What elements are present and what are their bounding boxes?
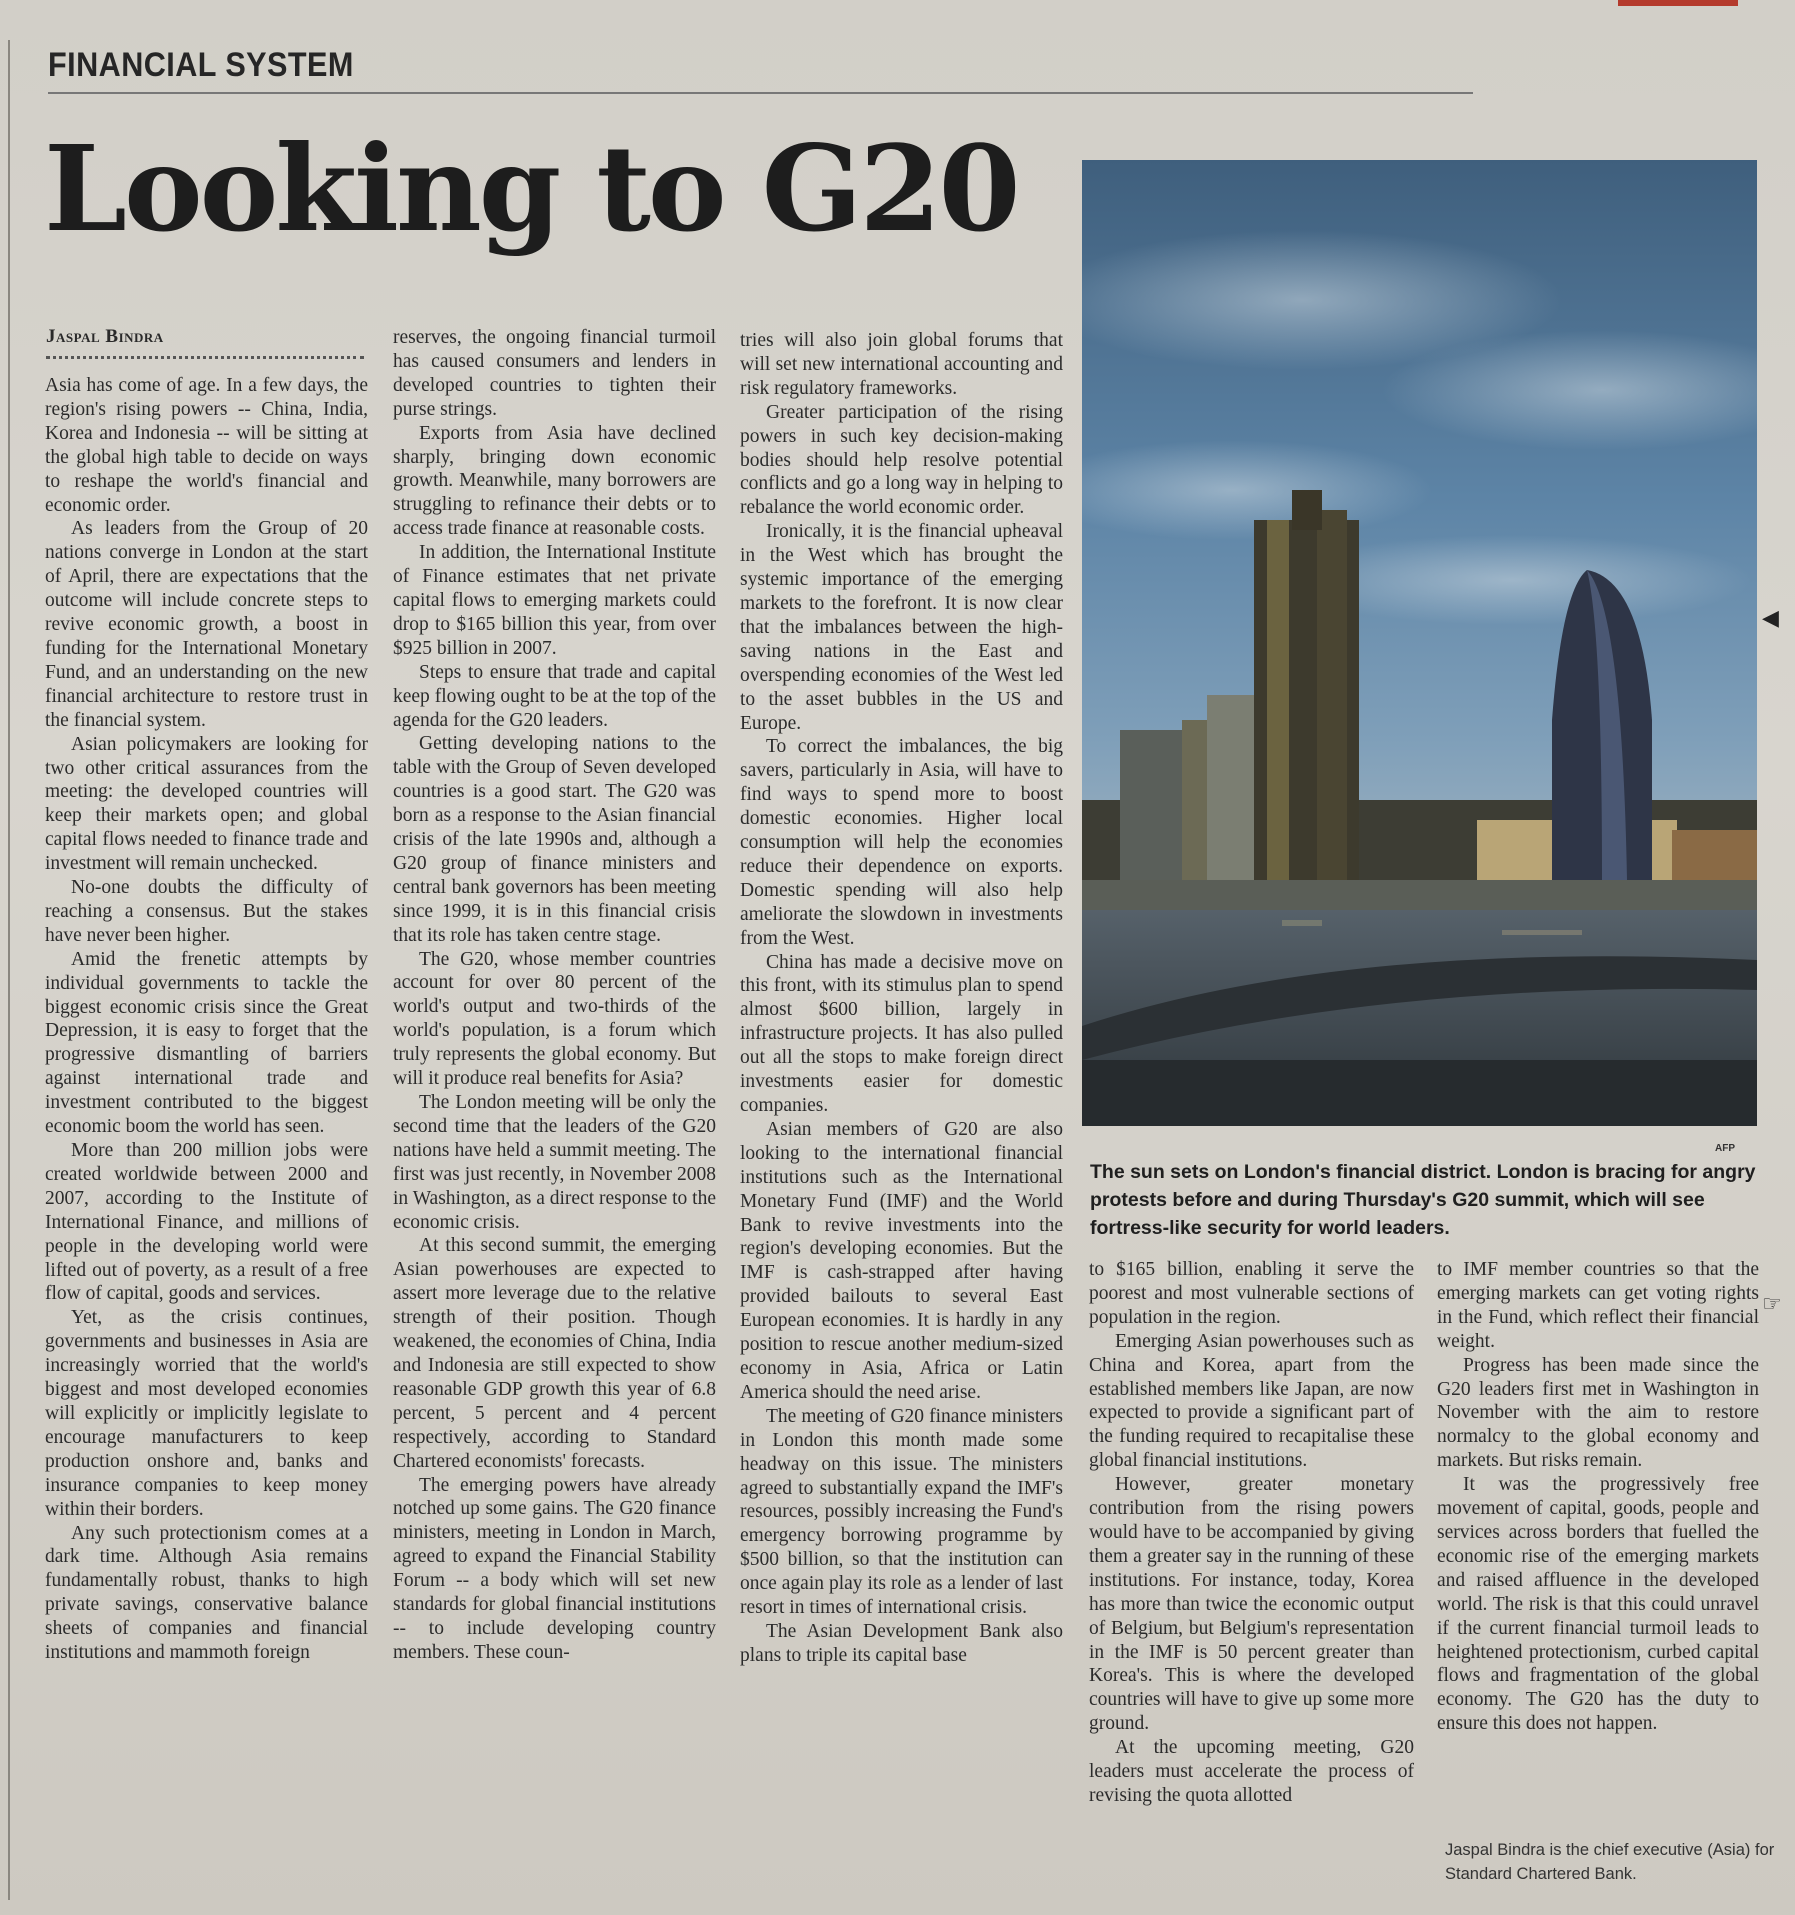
section-label: FINANCIAL SYSTEM: [48, 46, 354, 84]
margin-mark-arrow: ◀: [1762, 606, 1779, 631]
article-column-3: [740, 329, 1063, 1668]
paragraph: To correct the imbalances, the big savers, particularly in Asia, will have to find ways to spend more to boost domestic economies. Higher local consumption will help the economies reduce their dependence on exports. Domestic spending will also help ameliorate the slowdown in investments from the West.: [740, 736, 1063, 949]
paragraph: The Asian Development Bank also plans to triple its capital base: [740, 1620, 1063, 1666]
paragraph: Asia has come of age. In a few days, the region's rising powers -- China, India, Korea and Indonesia -- will be sitting at the global high table to decide on ways to reshape the world's financial and economic order.: [45, 375, 368, 516]
paragraph: The London meeting will be only the second time that the leaders of the G20 nations have held a summit meeting. The first was just recently, in November 2008 in Washington, as a direct response to the economic crisis.: [393, 1092, 716, 1233]
paragraph: The emerging powers have already notched up some gains. The G20 finance ministers, meeting in London in March, agreed to expand the Financial Stability Forum -- a body which will set new standards for global financial institutions -- to include developing country members. These coun-: [393, 1474, 716, 1663]
paragraph: The meeting of G20 finance ministers in London this month made some headway on this issue. The ministers agreed to substantially expand the IMF's resources, possibly increasing the Fund's emergency borrowing programme by $500 billion, so that the institution can once again play its role as a lender of last resort in times of international crisis.: [740, 1405, 1063, 1619]
paragraph: reserves, the ongoing financial turmoil has caused consumers and lenders in developed countries to tighten their purse strings.: [393, 327, 716, 420]
margin-mark-hand: ☞: [1762, 1292, 1782, 1317]
photo-caption: The sun sets on London's financial district. London is bracing for angry protests before and during Thursday's G20 summit, which will see fortress-like security for world leaders.: [1090, 1161, 1756, 1239]
paragraph: Greater participation of the rising powers in such key decision-making bodies should help resolve potential conflicts and go a long way in helping to rebalance the world economic order.: [740, 401, 1063, 519]
paragraph: Asian members of G20 are also looking to the international financial institutions such as the International Monetary Fund (IMF) and the World Bank to revive investments into the region's developing economies. But the IMF is cash-strapped after having provided bailouts to several East European economies. It is hardly in any position to rescue another medium-sized economy in Asia, Africa or Latin America should the need arise.: [740, 1118, 1063, 1403]
paragraph: Ironically, it is the financial upheaval in the West which has brought the systemic importance of the emerging markets to the forefront. It is now clear that the imbalances between the high-saving nations in the East and overspending economies of the West led to the asset bubbles in the US and Europe.: [740, 521, 1063, 734]
article-column-5: [1437, 1258, 1759, 1736]
paragraph: Exports from Asia have declined sharply, bringing down economic growth. Meanwhile, many borrowers are struggling to refinance their debts or to access trade finance at reasonable costs.: [393, 422, 716, 540]
top-color-bar: [1618, 0, 1738, 6]
paragraph: China has made a decisive move on this front, with its stimulus plan to spend almost $600 billion, largely in infrastructure projects. It has also pulled out all the stops to make foreign direct investments easier for domestic companies.: [740, 951, 1063, 1116]
section-rule: [48, 92, 1473, 94]
paragraph: Getting developing nations to the table with the Group of Seven developed countries is a good start. The G20 was born as a response to the Asian financial crisis of the late 1990s and, although a G20 group of finance ministers and central bank governors has been meeting since 1999, it is in this financial crisis that its role has taken centre stage.: [393, 733, 716, 946]
paragraph: As leaders from the Group of 20 nations converge in London at the start of April, there are expectations that the outcome will include concrete steps to revive economic growth, a boost in funding for the International Monetary Fund, and an understanding on the new financial architecture to restore trust in the financial system.: [45, 518, 368, 731]
paragraph: Any such protectionism comes at a dark time. Although Asia remains fundamentally robust, thanks to high private savings, conservative balance sheets of companies and financial institutions and mammoth foreign: [45, 1522, 368, 1664]
paragraph: Steps to ensure that trade and capital keep flowing ought to be at the top of the agenda for the G20 leaders.: [393, 661, 716, 731]
paragraph: More than 200 million jobs were created worldwide between 2000 and 2007, according to the Institute of International Finance, and millions of people in the developing world were lifted out of poverty, as a result of a free flow of capital, goods and services.: [45, 1140, 368, 1305]
page-fold-line: [8, 40, 10, 1900]
article-column-2: [393, 326, 716, 1665]
paragraph: Emerging Asian powerhouses such as China and Korea, apart from the established members like Japan, are now expected to provide a significant part of the funding required to recapitalise these global financial institutions.: [1089, 1330, 1414, 1472]
article-column-1: [45, 374, 368, 1665]
paragraph: The G20, whose member countries account for over 80 percent of the world's output and two-thirds of the world's population, is a forum which truly represents the global economy. But will it produce real benefits for Asia?: [393, 948, 716, 1090]
byline-divider: [46, 356, 364, 359]
photo-credit: AFP: [1715, 1143, 1735, 1154]
paragraph: In addition, the International Institute of Finance estimates that net private capital flows to emerging markets could drop to $165 billion this year, from over $925 billion in 2007.: [393, 542, 716, 659]
author-note: Jaspal Bindra is the chief executive (Asia) for Standard Chartered Bank.: [1445, 1841, 1775, 1883]
skyline-image: [1082, 160, 1757, 1126]
paragraph: Amid the frenetic attempts by individual governments to tackle the biggest economic crisis since the Great Depression, it is easy to forget that the progressive dismantling of barriers against international trade and investment contributed to the biggest economic boom the world has seen.: [45, 948, 368, 1138]
paragraph: It was the progressively free movement of capital, goods, people and services across borders that fuelled the economic rise of the emerging markets and raised affluence in the developed world. The risk is that this could unravel if the current financial turmoil leads to heightened protectionism, curbed capital flows and fragmentation of the global economy. The G20 has the duty to ensure this does not happen.: [1437, 1474, 1759, 1735]
paragraph: At this second summit, the emerging Asian powerhouses are expected to assert more leverage due to the relative strength of their position. Though weakened, the economies of China, India and Indonesia are still expected to show reasonable GDP growth this year of 6.8 percent, 5 percent and 4 percent respectively, according to Standard Chartered economists' forecasts.: [393, 1235, 716, 1472]
paragraph: Asian policymakers are looking for two other critical assurances from the meeting: the developed countries will keep their markets open; and global capital flows needed to finance trade and investment will remain unchecked.: [45, 733, 368, 875]
paragraph: to $165 billion, enabling it serve the poorest and most vulnerable sections of population in the region.: [1089, 1259, 1414, 1328]
byline: Jaspal Bindra: [46, 326, 164, 347]
paragraph: tries will also join global forums that will set new international accounting and risk regulatory frameworks.: [740, 330, 1063, 399]
paragraph: However, greater monetary contribution from the rising powers would have to be accompanied by giving them a greater say in the running of these institutions. For instance, today, Korea has more than twice the economic output of Belgium, but Belgium's representation in the IMF is 50 percent greater than Korea's. This is where the developed countries will have to give up some more ground.: [1089, 1474, 1414, 1735]
headline: Looking to G20: [44, 119, 1018, 258]
paragraph: Progress has been made since the G20 leaders first met in Washington in November with the aim to restore normalcy to the global economy and markets. But risks remain.: [1437, 1354, 1759, 1472]
london-skyline-photo: [1082, 160, 1757, 1126]
paragraph: No-one doubts the difficulty of reaching a consensus. But the stakes have never been higher.: [45, 877, 368, 946]
paragraph: to IMF member countries so that the emerging markets can get voting rights in the Fund, which reflect their financial weight.: [1437, 1259, 1759, 1352]
article-column-4: [1089, 1258, 1414, 1808]
paragraph: At the upcoming meeting, G20 leaders must accelerate the process of revising the quota allotted: [1089, 1737, 1414, 1806]
paragraph: Yet, as the crisis continues, governments and businesses in Asia are increasingly worried that the world's biggest and most developed economies will explicitly or implicitly legislate to encourage manufacturers to keep production onshore and, banks and insurance companies to keep money within their borders.: [45, 1307, 368, 1520]
